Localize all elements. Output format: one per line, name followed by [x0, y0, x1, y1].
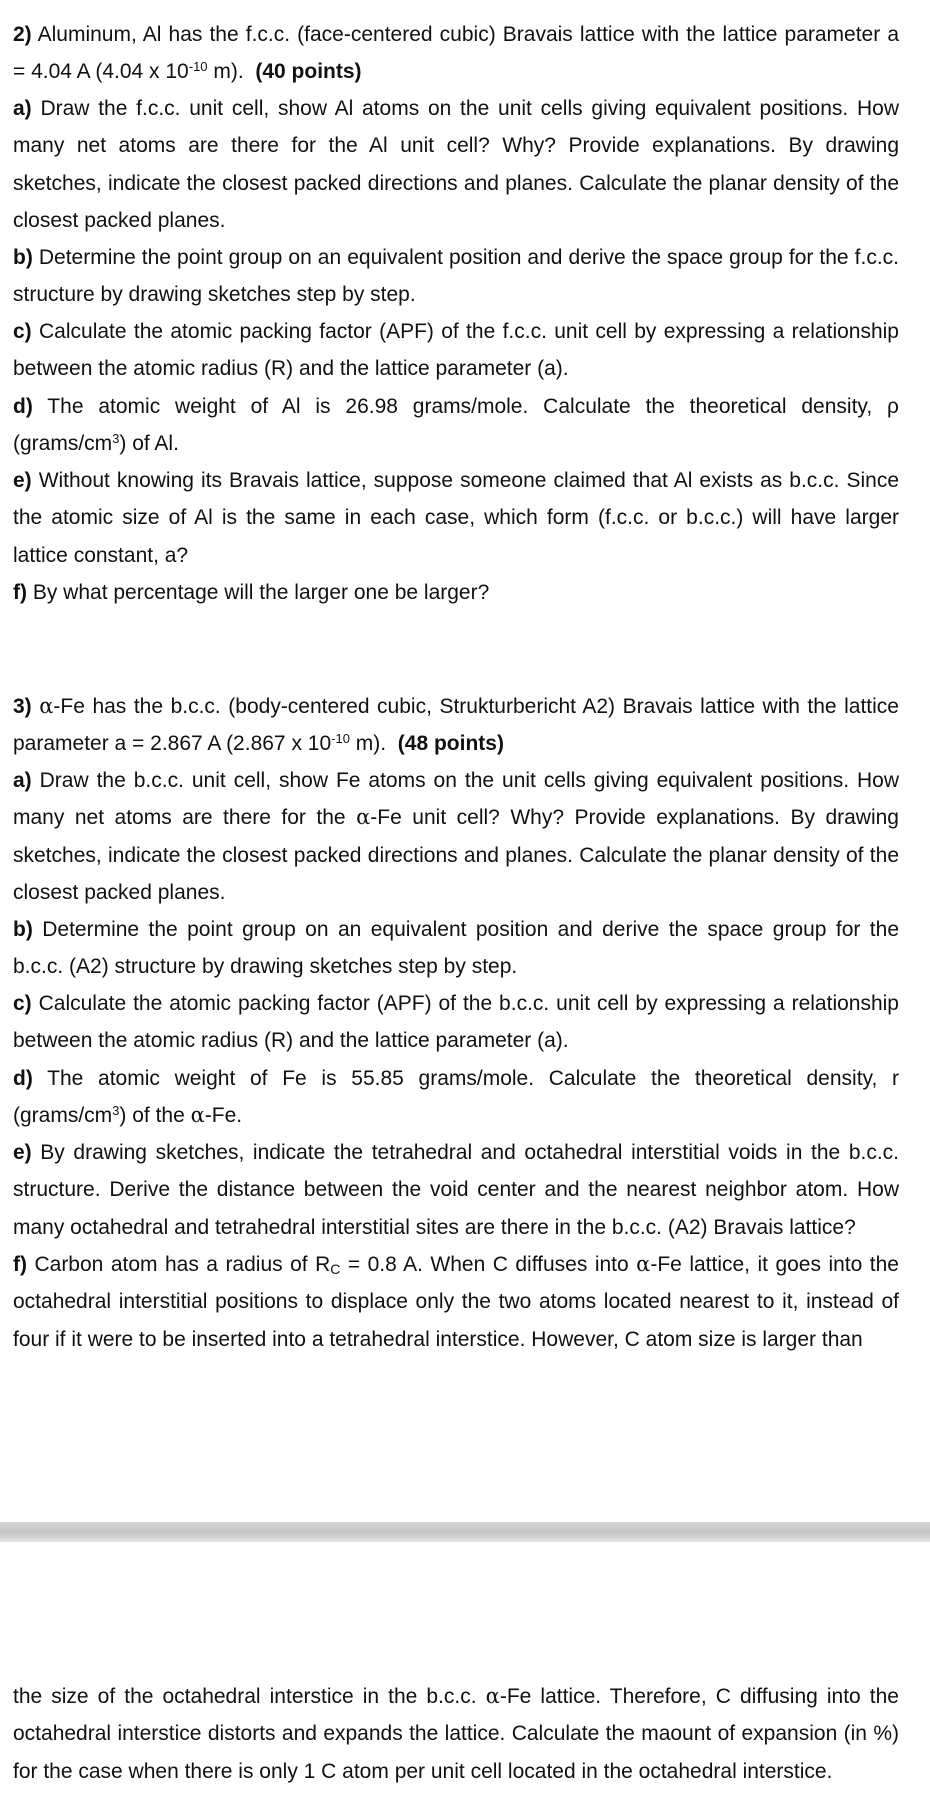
q3-b-text: Determine the point group on an equivalent position and derive the space group for the b.c.c. (A2) structure by drawing sketches step by step.	[13, 918, 899, 979]
q2-c-text: Calculate the atomic packing factor (APF) of the f.c.c. unit cell by expressing a relationship between the atomic radius (R) and the lattice parameter (a).	[13, 320, 899, 381]
q3-d-end: -Fe.	[204, 1104, 243, 1128]
q2-f-label: f)	[13, 581, 27, 604]
q3-e-label: e)	[13, 1141, 32, 1164]
q2-d-superscript: 3	[112, 431, 120, 447]
q3-part-d	[13, 1060, 899, 1135]
q2-c-label: c)	[13, 320, 32, 343]
q2-part-d	[13, 388, 899, 463]
q3-a-label: a)	[13, 769, 32, 792]
q2-e-label: e)	[13, 469, 32, 492]
q2-f-text: By what percentage will the larger one be larger?	[27, 581, 490, 604]
q2-d-end: ) of Al.	[119, 432, 179, 456]
q3-f-label: f)	[13, 1253, 27, 1276]
q3-part-f-continued	[13, 1678, 899, 1790]
q3-f-cont-alpha: α	[485, 1684, 500, 1708]
q3-a-text2: -Fe unit cell? Why? Provide explanations. By drawing sketches, indicate the closest packed directions and planes. Calculate the planar density of the closest packed planes.	[13, 806, 899, 904]
q2-part-c	[13, 313, 899, 388]
q3-a-text1: Draw the b.c.c. unit cell, show Fe atoms on the unit cells giving equivalent positions. How many net atoms are there for the	[13, 769, 899, 830]
q2-a-text: Draw the f.c.c. unit cell, show Al atoms on the unit cells giving equivalent positions. How many net atoms are there for the Al unit cell? Why? Provide explanations. By drawing sketches, indicate the closest packed directions and planes. Calculate the planar density of the closest packed planes.	[13, 97, 899, 232]
q3-d-alpha: α	[190, 1103, 205, 1128]
q3-f-subscript: C	[330, 1261, 341, 1277]
q2-a-label: a)	[13, 97, 32, 120]
q3-part-e	[13, 1134, 899, 1246]
q2-points: (40 points)	[255, 60, 362, 84]
q3-points: (48 points)	[397, 732, 504, 756]
q2-intro	[13, 16, 899, 91]
q2-part-e	[13, 462, 899, 574]
q2-exponent: -10	[188, 59, 208, 75]
q3-f-text1: Carbon atom has a radius of R	[27, 1253, 331, 1276]
q3-a-alpha: α	[356, 805, 371, 830]
q2-intro-text: Aluminum, Al has the f.c.c. (face-centered cubic) Bravais lattice with the lattice parameter a = 4.04 A (4.04 x 10	[13, 23, 899, 84]
q2-part-b	[13, 239, 899, 314]
q3-part-b	[13, 911, 899, 986]
q3-intro-text: -Fe has the b.c.c. (body-centered cubic, Strukturbericht A2) Bravais lattice with the lattice parameter a = 2.867 A (2.867 x 10	[13, 695, 899, 756]
q3-f-alpha: α	[636, 1252, 651, 1276]
q2-part-a	[13, 90, 899, 239]
q3-number: 3)	[13, 695, 32, 718]
q3-part-c	[13, 985, 899, 1060]
q2-part-f	[13, 574, 899, 611]
q3-d-mid: ) of the	[119, 1104, 191, 1128]
q3-f-cont1: the size of the octahedral interstice in the b.c.c.	[13, 1685, 486, 1708]
q3-intro-end: m).	[349, 732, 387, 756]
q3-d-superscript: 3	[112, 1103, 120, 1119]
q3-c-text: Calculate the atomic packing factor (APF) of the b.c.c. unit cell by expressing a relationship between the atomic radius (R) and the lattice parameter (a).	[13, 992, 899, 1053]
q2-d-text: The atomic weight of Al is 26.98 grams/mole. Calculate the theoretical density, ρ (grams/cm	[13, 395, 899, 456]
q2-number: 2)	[13, 23, 32, 46]
q3-alpha: α	[39, 694, 54, 718]
q2-e-text: Without knowing its Bravais lattice, suppose someone claimed that Al exists as b.c.c. Since the atomic size of Al is the same in each case, which form (f.c.c. or b.c.c.) will have larger lattice constant, a?	[13, 469, 899, 567]
q2-d-label: d)	[13, 395, 33, 418]
q2-b-label: b)	[13, 246, 33, 269]
q3-e-text: By drawing sketches, indicate the tetrahedral and octahedral interstitial voids in the b.c.c. structure. Derive the distance between the void center and the nearest neighbor atom. How many octahedral and tetrahedral interstitial sites are there in the b.c.c. (A2) Bravais lattice?	[13, 1141, 899, 1239]
q2-intro-end: m).	[207, 60, 244, 84]
q3-f-cont2: -Fe lattice. Therefore, C diffusing into the octahedral interstice distorts and expands the lattice. Calculate the maount of expansion (in %) for the case when there is only 1 C atom per unit cell located in the octahedral interstice.	[13, 1685, 899, 1783]
q3-d-label: d)	[13, 1067, 33, 1090]
q2-b-text: Determine the point group on an equivalent position and derive the space group for the f.c.c. structure by drawing sketches step by step.	[13, 246, 899, 307]
q3-f-text2: = 0.8 A. When C diffuses into	[340, 1253, 637, 1276]
q3-b-label: b)	[13, 918, 33, 941]
q3-part-f	[13, 1246, 899, 1358]
page-break-divider	[0, 1522, 930, 1542]
q3-intro	[13, 688, 899, 763]
q3-d-text: The atomic weight of Fe is 55.85 grams/mole. Calculate the theoretical density, r (grams/cm	[13, 1067, 899, 1128]
q3-c-label: c)	[13, 992, 32, 1015]
q3-part-a	[13, 762, 899, 911]
q3-f-text3: -Fe lattice, it goes into the octahedral interstitial positions to displace only the two atoms located nearest to it, instead of four if it were to be inserted into a tetrahedral interstice. However, C atom size is larger than	[13, 1253, 899, 1351]
q3-exponent: -10	[331, 731, 350, 747]
